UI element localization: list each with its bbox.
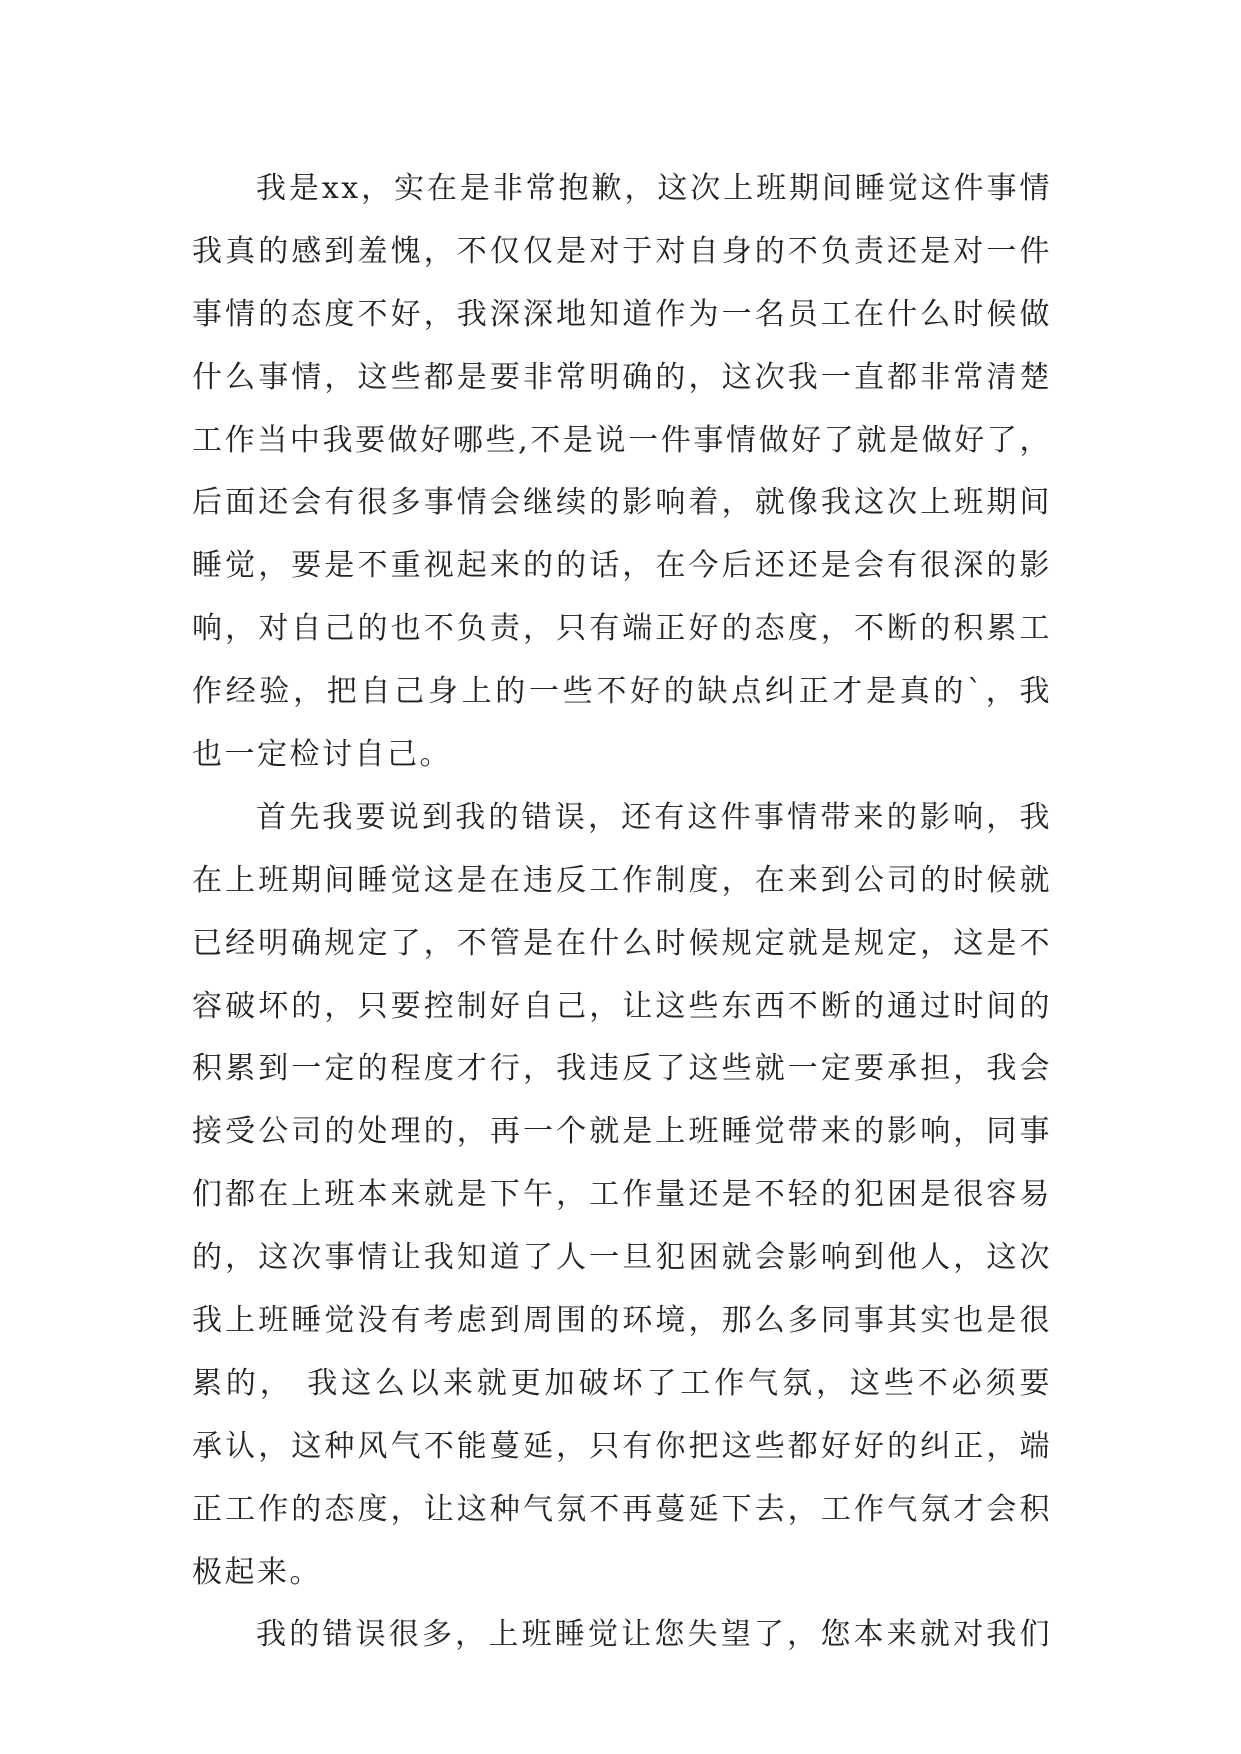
text-line: 也一定检讨自己。 <box>192 737 452 773</box>
text-line: 正工作的态度，让这种气氛不再蔓延下去，工作气氛才会积 <box>192 1491 1052 1527</box>
text-line: 作经验，把自己身上的一些不好的缺点纠正才是真的`，我 <box>192 674 1052 710</box>
text-line: 首先我要说到我的错误，还有这件事情带来的影响，我 <box>256 799 1052 835</box>
text-line: 后面还会有很多事情会继续的影响着，就像我这次上班期间 <box>192 485 1052 521</box>
text-line: 事情的态度不好，我深深地知道作为一名员工在什么时候做 <box>192 296 1052 332</box>
text-line: 我真的感到羞愧，不仅仅是对于对自身的不负责还是对一件 <box>192 233 1052 269</box>
text-line: 容破坏的，只要控制好自己，让这些东西不断的通过时间的 <box>192 988 1052 1024</box>
text-line: 什么事情，这些都是要非常明确的，这次我一直都非常清楚 <box>192 359 1052 395</box>
text-line: 我是xx，实在是非常抱歉，这次上班期间睡觉这件事情 <box>256 171 1052 206</box>
text-line: 承认，这种风气不能蔓延，只有你把这些都好好的纠正，端 <box>192 1428 1052 1464</box>
text-line: 响，对自己的也不负责，只有端正好的态度，不断的积累工 <box>192 611 1052 647</box>
text-line: 工作当中我要做好哪些,不是说一件事情做好了就是做好了， <box>192 422 1052 458</box>
text-line: 累的， 我这么以来就更加破坏了工作气氛，这些不必须要 <box>192 1365 1052 1401</box>
text-line: 睡觉，要是不重视起来的的话，在今后还还是会有很深的影 <box>192 548 1052 584</box>
paragraph-2 <box>192 787 1052 1605</box>
text-line: 在上班期间睡觉这是在违反工作制度，在来到公司的时候就 <box>192 862 1052 898</box>
text-line: 接受公司的处理的，再一个就是上班睡觉带来的影响，同事 <box>192 1114 1052 1150</box>
text-line: 已经明确规定了，不管是在什么时候规定就是规定，这是不 <box>192 925 1052 961</box>
paragraph-3 <box>192 1604 1052 1667</box>
text-line: 我的错误很多，上班睡觉让您失望了，您本来就对我们 <box>256 1617 1052 1653</box>
text-line: 的，这次事情让我知道了人一旦犯困就会影响到他人，这次 <box>192 1240 1052 1276</box>
paragraph-1 <box>192 158 1052 787</box>
document-body <box>192 158 1052 1667</box>
text-line: 积累到一定的程度才行，我违反了这些就一定要承担，我会 <box>192 1051 1052 1087</box>
text-line: 极起来。 <box>192 1554 322 1590</box>
text-line: 我上班睡觉没有考虑到周围的环境，那么多同事其实也是很 <box>192 1303 1052 1339</box>
text-line: 们都在上班本来就是下午，工作量还是不轻的犯困是很容易 <box>192 1177 1052 1213</box>
